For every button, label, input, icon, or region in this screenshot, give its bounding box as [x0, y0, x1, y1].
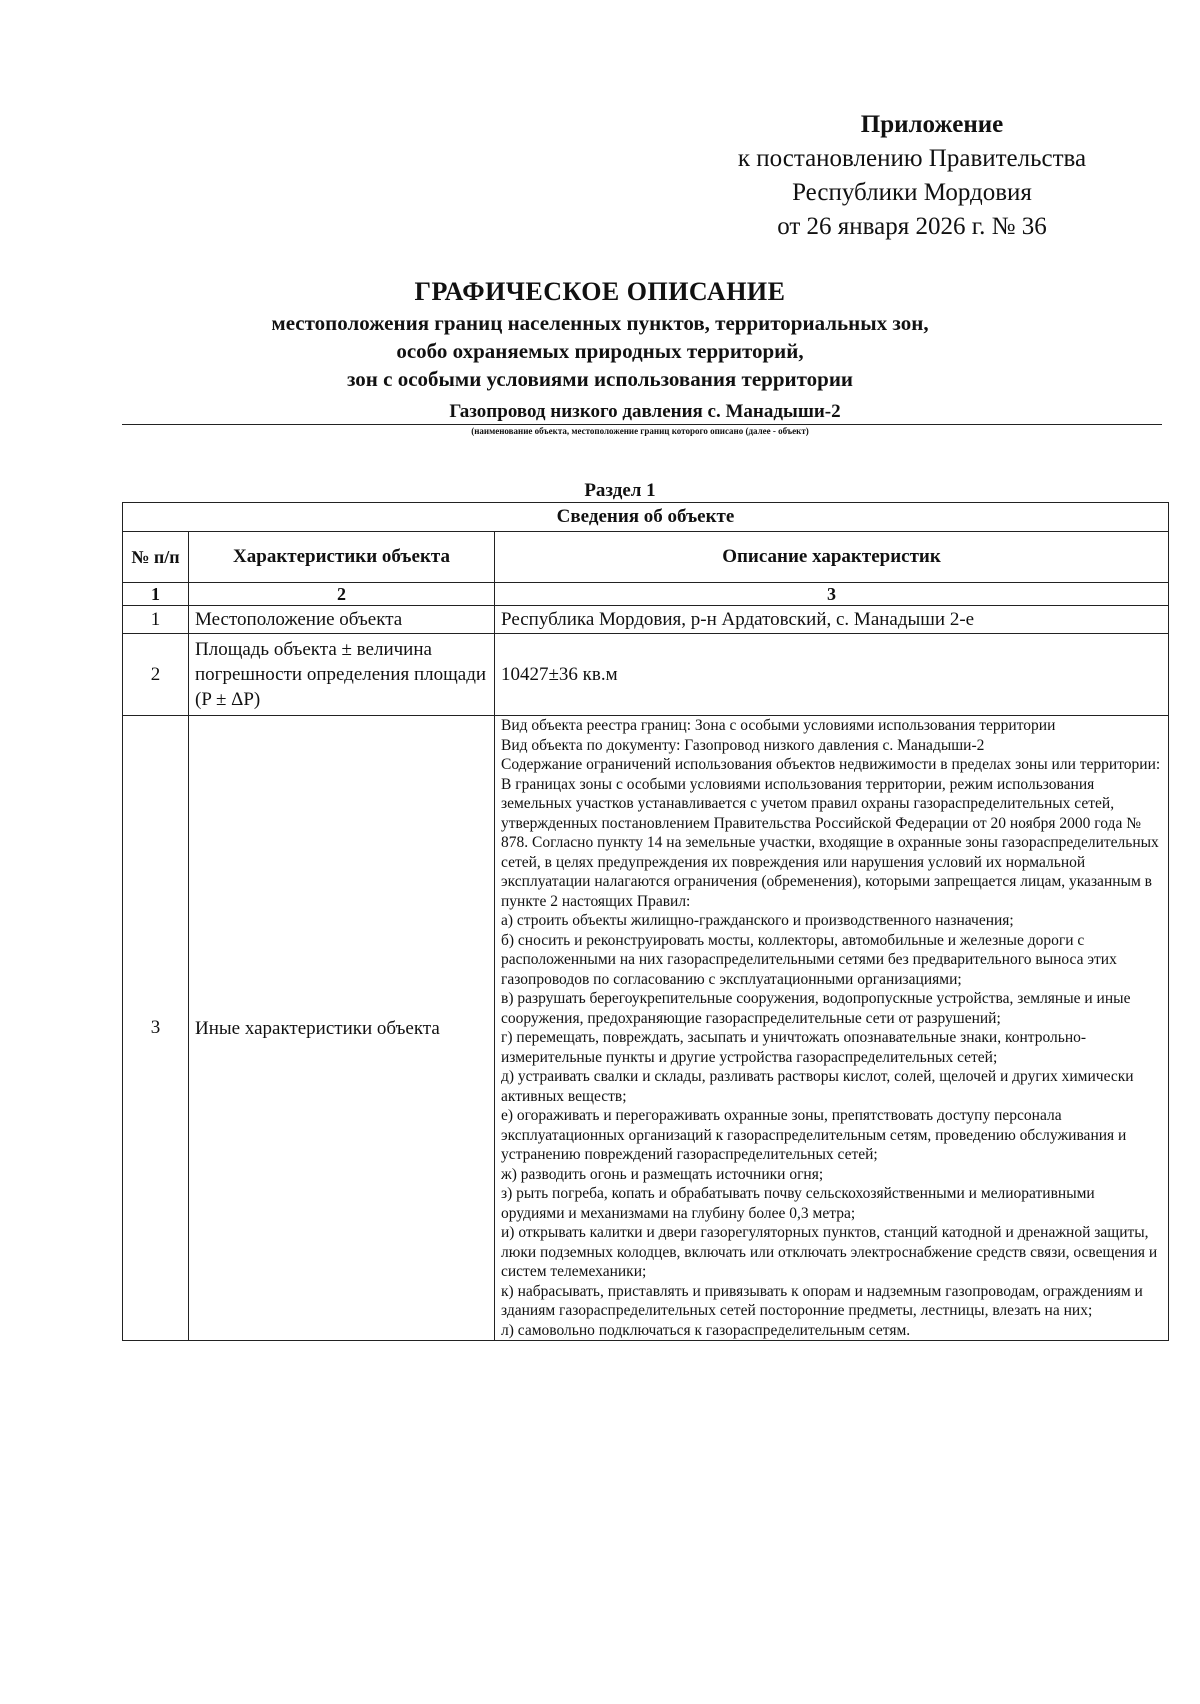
section-title: Раздел 1	[584, 480, 656, 501]
object-name-caption: (наименование объекта, местоположение границ которого описано (далее - объект)	[471, 426, 809, 436]
row-number: 3	[123, 716, 189, 1341]
table-row	[123, 606, 1169, 634]
text-line: б) сносить и реконструировать мосты, коллекторы, автомобильные и железные дороги с расположенными на них газораспределительными сетями без предварительного выноса этих газопроводов по согласованию с эксплуатационными организациями;	[501, 931, 1117, 988]
row-characteristic: Местоположение объекта	[189, 606, 495, 634]
document-subtitle-1: местоположения границ населенных пунктов, территориальных зон,	[271, 311, 929, 335]
row-value: Республика Мордовия, р-н Ардатовский, с. Манадыши 2-е	[495, 606, 1169, 634]
text-line: з) рыть погреба, копать и обрабатывать почву сельскохозяйственными и мелиоративными орудиями и механизмами на глубину более 0,3 метра;	[501, 1185, 1095, 1222]
appendix-line-1: к постановлению Правительства	[737, 145, 1087, 172]
text-line: Вид объекта реестра границ: Зона с особыми условиями использования территории	[501, 717, 1056, 734]
text-line: в) разрушать берегоукрепительные сооружения, водопропускные устройства, земляные и иные сооружения, предохраняющие газораспределительные сети от разрушений;	[501, 990, 1131, 1027]
header-characteristics: Характеристики объекта	[189, 532, 495, 583]
text-line: Содержание ограничений использования объектов недвижимости в пределах зоны или территории: В границах зоны с особыми условиями использования территории, режим использования земельных участков устанавливается с учетом правил охраны газораспределительных сетей, утвержденных постановлением Правительства Российской Федерации от 20 ноября 2000 года № 878. Согласно пункту 14 на земельные участки, входящие в охранные зоны газораспределительных сетей, в целях предупреждения их повреждения или нарушения условий их нормальной эксплуатации налагаются ограничения (обременения), которыми запрещается лицам, указанным в пункте 2 настоящих Правил:	[501, 756, 1161, 910]
object-name: Газопровод низкого давления с. Манадыши-2	[449, 401, 841, 422]
index-cell-1: 1	[123, 583, 189, 606]
table-header-row	[123, 532, 1169, 583]
row-number: 2	[123, 634, 189, 716]
text-line: и) открывать калитки и двери газорегуляторных пунктов, станций катодной и дренажной защиты, люки подземных колодцев, включать или отключать электроснабжение средств связи, освещения и систем телемеханики;	[501, 1224, 1158, 1280]
text-line: а) строить объекты жилищно-гражданского и производственного назначения;	[501, 912, 1014, 929]
document-subtitle-2: особо охраняемых природных территорий,	[396, 339, 804, 363]
text-line: Вид объекта по документу: Газопровод низкого давления с. Манадыши-2	[501, 736, 985, 754]
appendix-line-3: от 26 января 2026 г. № 36	[777, 213, 1047, 240]
table-index-row	[123, 583, 1169, 606]
document-heading	[0, 275, 1200, 393]
object-name-underline	[122, 424, 1162, 425]
row-value-long	[495, 716, 1169, 1341]
text-line: г) перемещать, повреждать, засыпать и уничтожать опознавательные знаки, контрольно-измерительные пункты и другие устройства газораспределительных сетей;	[501, 1029, 1087, 1066]
header-description: Описание характеристик	[495, 532, 1169, 583]
text-line: е) огораживать и перегораживать охранные зоны, препятствовать доступу персонала эксплуатационных организаций к газораспределительным сетям, проведению обслуживания и устранению повреждений газораспределительных сетей;	[501, 1107, 1127, 1163]
appendix-block	[702, 108, 1122, 244]
row-number: 1	[123, 606, 189, 634]
text-line: л) самовольно подключаться к газораспределительным сетям.	[501, 1321, 911, 1339]
text-line: ж) разводить огонь и размещать источники огня;	[501, 1165, 824, 1183]
text-line: к) набрасывать, приставлять и привязывать к опорам и надземным газопроводам, ограждениям и зданиям газораспределительных сетей посторонние предметы, лестницы, влезать на них;	[501, 1282, 1143, 1319]
appendix-line-2: Республики Мордовия	[792, 179, 1032, 206]
appendix-title: Приложение	[860, 111, 1004, 138]
row-characteristic: Иные характеристики объекта	[189, 716, 495, 1341]
index-cell-3: 3	[495, 583, 1169, 606]
header-num: № п/п	[123, 532, 189, 583]
object-name-block	[0, 400, 1200, 437]
document-subtitle-3: зон с особыми условиями использования территории	[346, 367, 854, 391]
row-value: 10427±36 кв.м	[495, 634, 1169, 716]
row-characteristic: Площадь объекта ± величина погрешности определения площади (P ± ΔP)	[189, 634, 495, 716]
table-caption: Сведения об объекте	[123, 503, 1169, 532]
document-title: ГРАФИЧЕСКОЕ ОПИСАНИЕ	[414, 277, 786, 306]
table-caption-row	[123, 503, 1169, 532]
index-cell-2: 2	[189, 583, 495, 606]
text-line: д) устраивать свалки и склады, разливать растворы кислот, солей, щелочей и других химически активных веществ;	[501, 1068, 1134, 1105]
table-row	[123, 716, 1169, 1341]
object-info-table	[122, 502, 1169, 1341]
table-row	[123, 634, 1169, 716]
